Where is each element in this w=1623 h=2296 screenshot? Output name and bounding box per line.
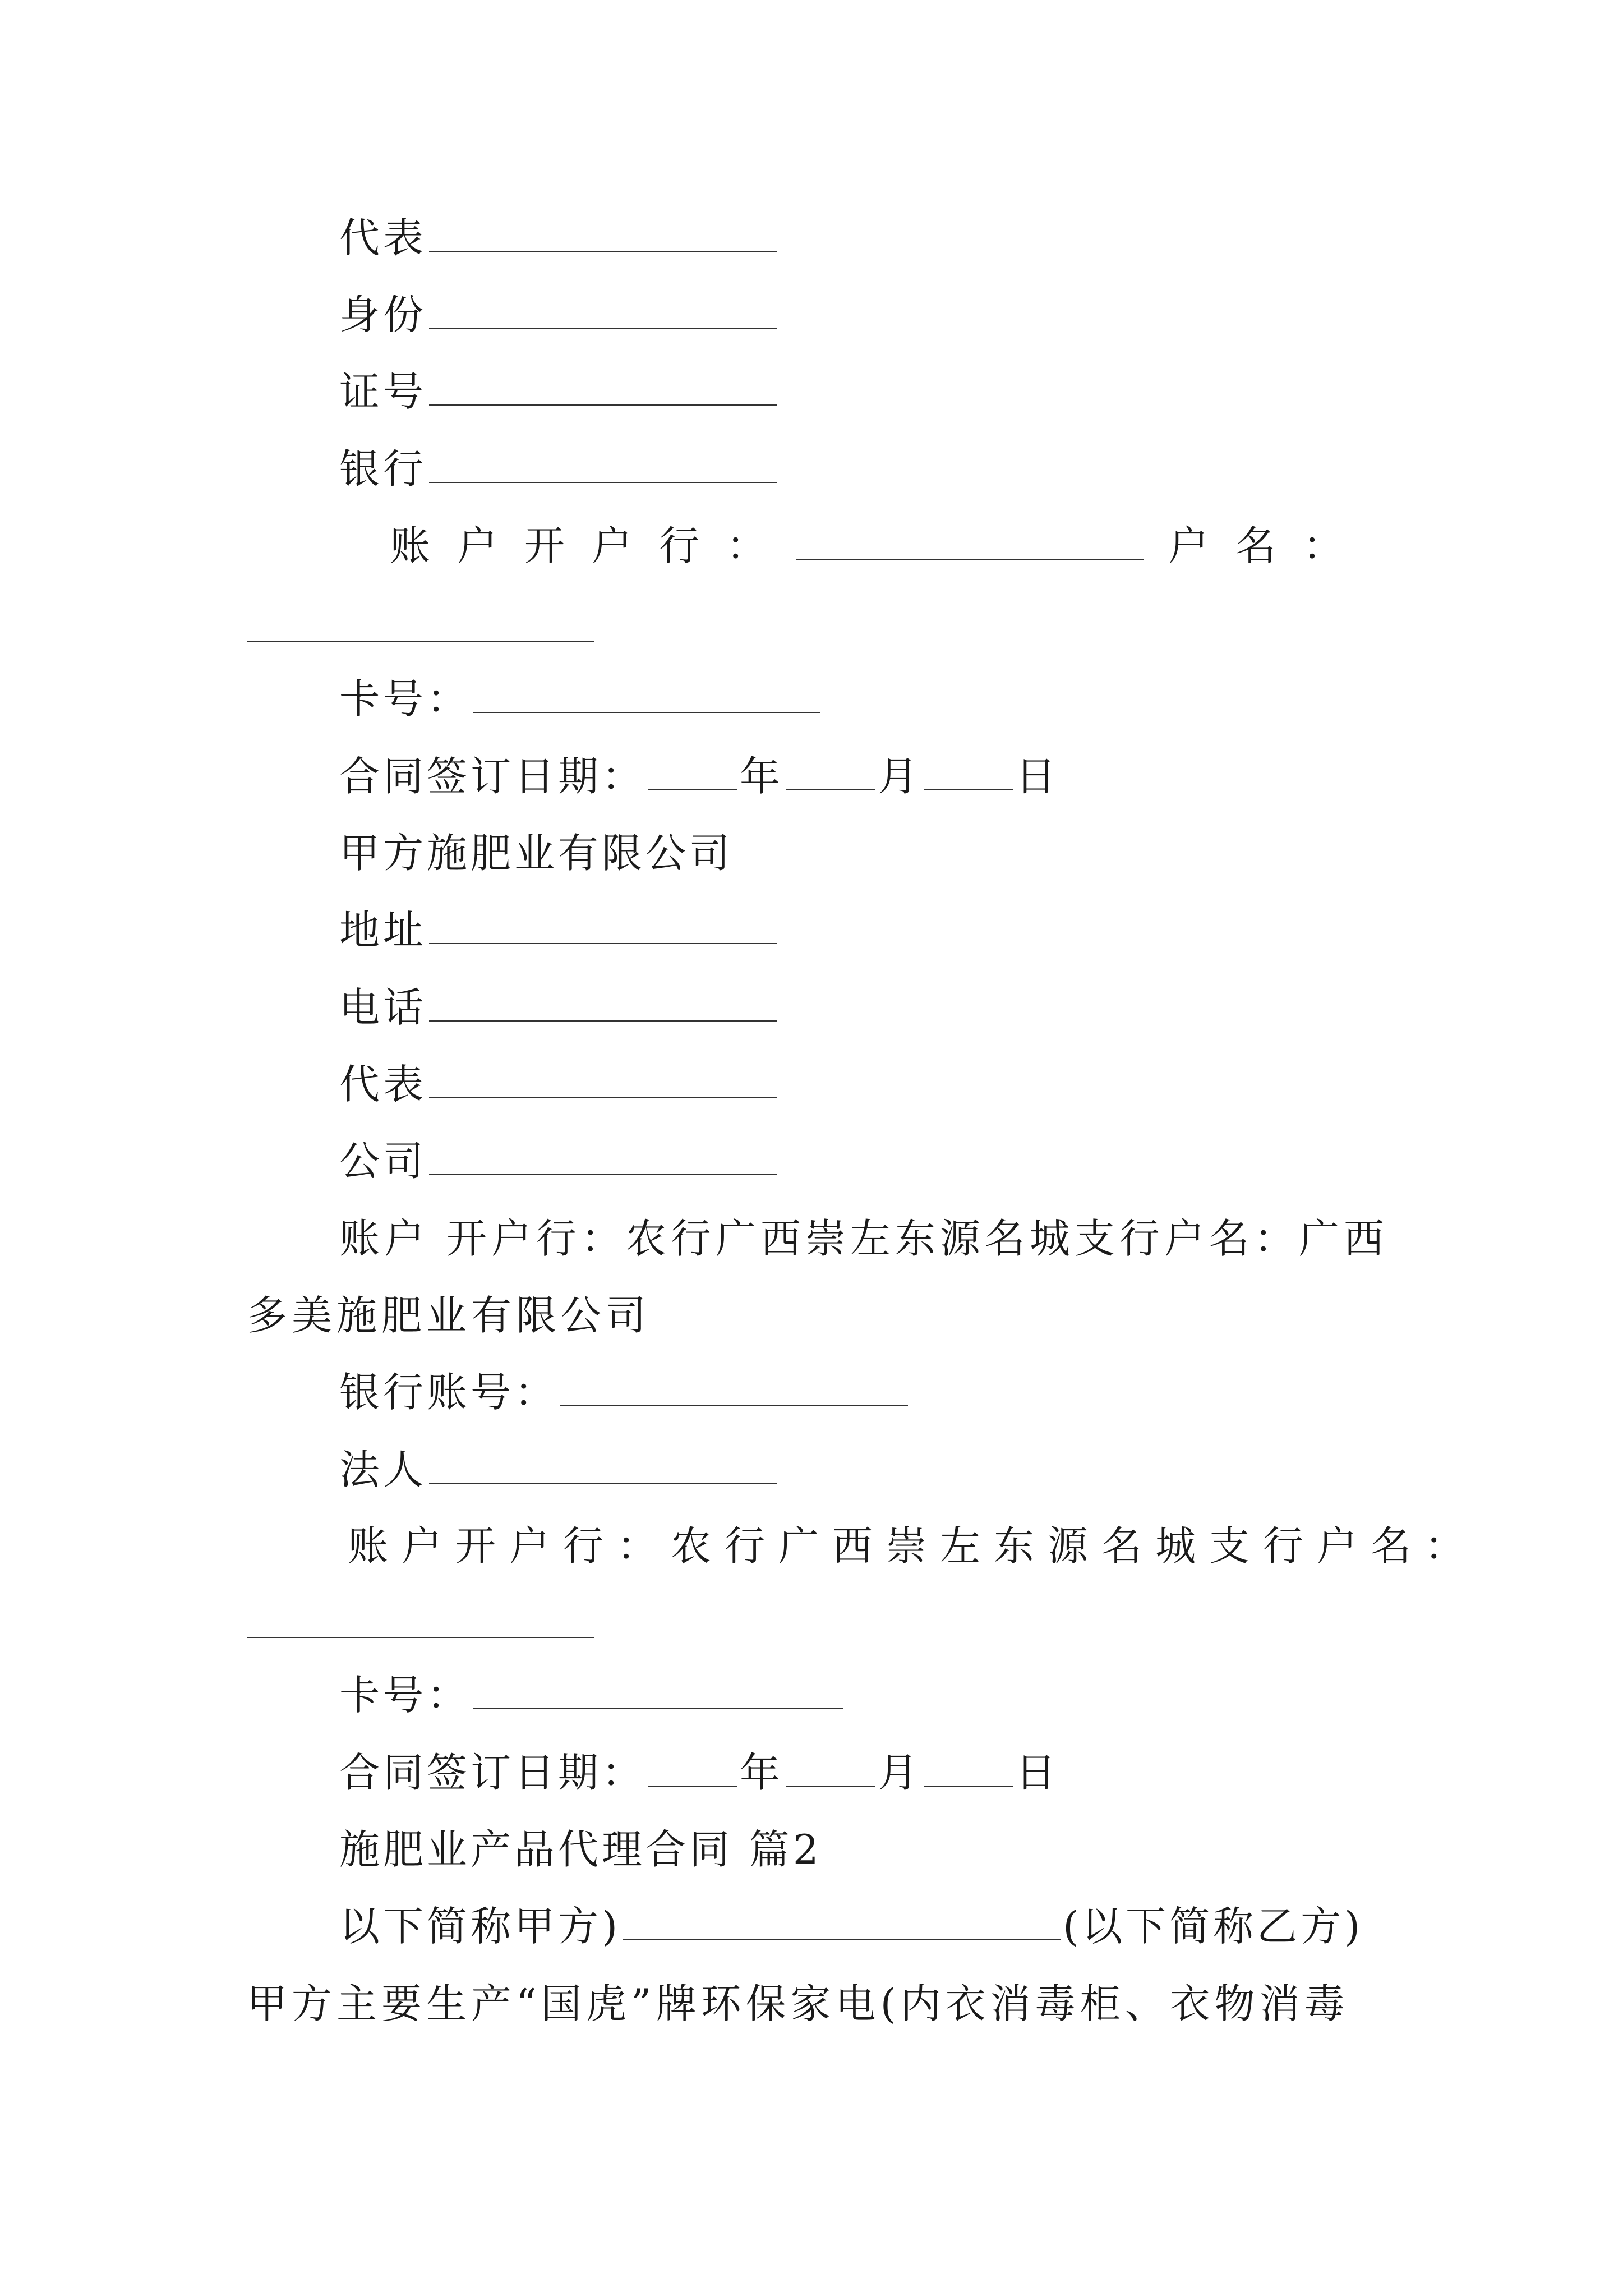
account-bank2-field [348, 1522, 1479, 1570]
representative-blank[interactable] [429, 219, 777, 252]
day2-blank[interactable] [924, 1754, 1013, 1787]
bank-field [339, 445, 779, 493]
card-number2-field [339, 1672, 845, 1719]
id-number-blank[interactable] [429, 373, 777, 406]
year-label: 年 [740, 753, 784, 800]
phone-blank[interactable] [429, 989, 777, 1022]
representative2-label: 代表 [339, 1061, 427, 1108]
identity-blank[interactable] [429, 296, 777, 329]
account-name-label: 户名： [1168, 522, 1371, 569]
bank-label: 银行 [339, 445, 427, 493]
party-definition-line [339, 1903, 1364, 1950]
party-b-definition: (以下简称乙方) [1063, 1903, 1364, 1950]
legal-person-field [339, 1446, 779, 1493]
product-description: 甲方主要生产“国虎”牌环保家电(内衣消毒柜、衣物消毒 [247, 1980, 1349, 2027]
phone-label: 电话 [339, 984, 427, 1031]
month-label: 月 [878, 753, 922, 800]
bank-account-field [339, 1369, 910, 1416]
sign-date2-label: 合同签订日期： [339, 1749, 646, 1796]
year2-blank[interactable] [648, 1754, 737, 1787]
identity-field [339, 291, 779, 338]
card-number-blank[interactable] [473, 680, 820, 713]
account-name-blank[interactable] [247, 641, 594, 642]
card-number-label: 卡号： [339, 675, 471, 723]
card-number-field [339, 675, 823, 723]
address-field [339, 907, 779, 954]
account-info-line: 账户 开户行：农行广西崇左东源名城支行户名：广西 [339, 1215, 1389, 1262]
account-name2-blank[interactable] [247, 1637, 594, 1638]
legal-person-blank[interactable] [429, 1451, 777, 1484]
month2-blank[interactable] [786, 1754, 875, 1787]
company-label: 公司 [339, 1138, 427, 1185]
representative2-blank[interactable] [429, 1066, 777, 1098]
representative-field [339, 214, 779, 261]
section-heading: 施肥业产品代理合同 篇2 [339, 1826, 822, 1873]
account-bank-field [390, 522, 1371, 569]
party-a-definition: 以下简称甲方) [339, 1903, 621, 1950]
address-blank[interactable] [429, 912, 777, 944]
month-blank[interactable] [786, 758, 875, 790]
identity-label: 身份 [339, 291, 427, 338]
company-blank[interactable] [429, 1143, 777, 1175]
representative-label: 代表 [339, 214, 427, 261]
company-field [339, 1138, 779, 1185]
phone-field [339, 984, 779, 1031]
sign-date2-field [339, 1749, 1060, 1796]
legal-person-label: 法人 [339, 1446, 427, 1493]
account-bank-label: 账户开户行： [390, 522, 794, 569]
sign-date-label: 合同签订日期： [339, 753, 646, 800]
account-bank-blank[interactable] [796, 527, 1144, 560]
day2-label: 日 [1016, 1749, 1060, 1796]
card-number2-blank[interactable] [473, 1677, 843, 1709]
month2-label: 月 [878, 1749, 922, 1796]
id-number-field [339, 368, 779, 415]
day-blank[interactable] [924, 758, 1013, 790]
account-bank2-label: 账户开户行：农行广西崇左东源名城支行户名： [348, 1522, 1479, 1570]
card-number2-label: 卡号： [339, 1672, 471, 1719]
id-number-label: 证号 [339, 368, 427, 415]
bank-account-blank[interactable] [560, 1374, 908, 1406]
year-blank[interactable] [648, 758, 737, 790]
account-info-continued: 多美施肥业有限公司 [247, 1292, 651, 1339]
bank-account-label: 银行账号： [339, 1369, 559, 1416]
year2-label: 年 [740, 1749, 784, 1796]
party-a-company: 甲方施肥业有限公司 [339, 830, 734, 877]
day-label: 日 [1016, 753, 1060, 800]
party-b-name-blank[interactable] [623, 1908, 1061, 1940]
address-label: 地址 [339, 907, 427, 954]
bank-blank[interactable] [429, 450, 777, 483]
sign-date-field [339, 753, 1060, 800]
representative2-field [339, 1061, 779, 1108]
